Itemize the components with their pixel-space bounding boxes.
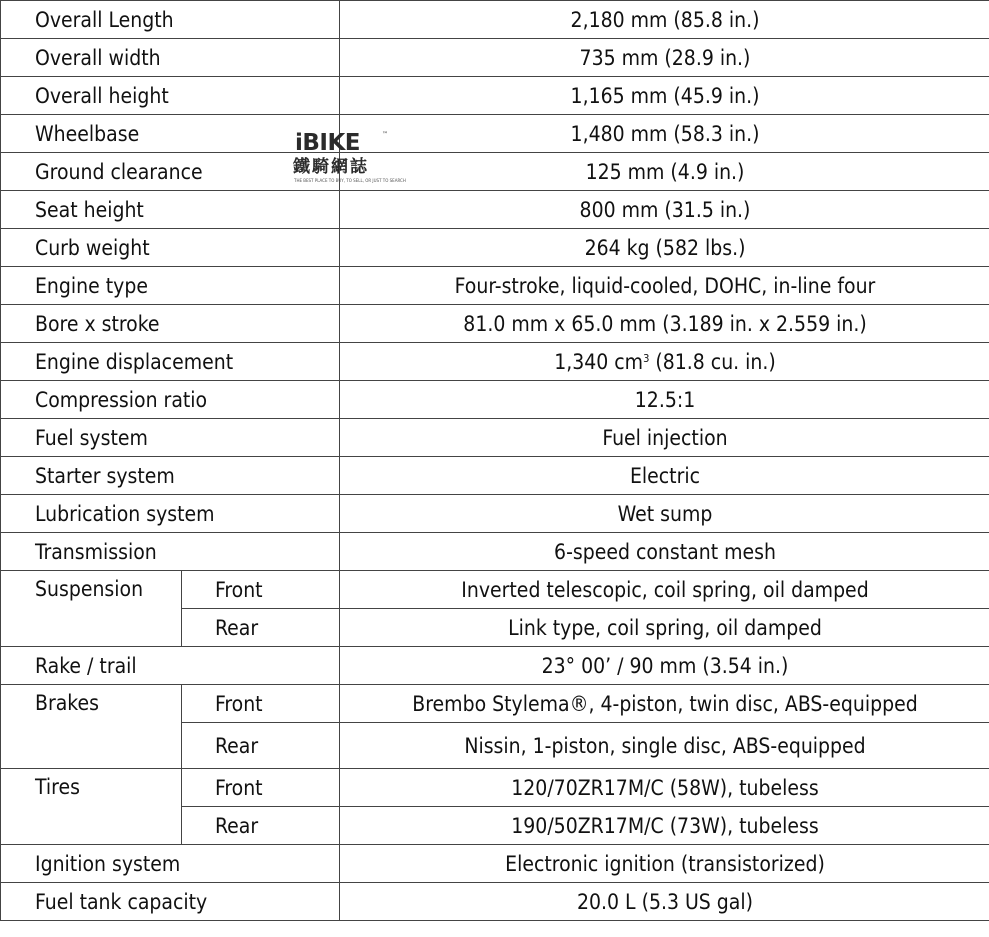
spec-value: 6-speed constant mesh	[340, 533, 989, 571]
watermark-tagline: THE BEST PLACE TO BUY, TO SELL, OR JUST TO SEARCH	[294, 178, 406, 183]
spec-sublabel: Rear	[182, 807, 340, 845]
spec-row-seat-height	[1, 191, 989, 229]
spec-value: Inverted telescopic, coil spring, oil damped	[340, 571, 989, 609]
spec-value	[340, 343, 989, 381]
spec-row-overall-height	[1, 77, 989, 115]
spec-value: Electronic ignition (transistorized)	[340, 845, 989, 883]
spec-row-fuel-system	[1, 419, 989, 457]
spec-row-ignition-system	[1, 845, 989, 883]
spec-value: 264 kg (582 lbs.)	[340, 229, 989, 267]
spec-label: Transmission	[1, 533, 340, 571]
spec-sublabel: Rear	[182, 609, 340, 647]
spec-row-curb-weight	[1, 229, 989, 267]
spec-label: Lubrication system	[1, 495, 340, 533]
spec-label: Seat height	[1, 191, 340, 229]
spec-value: 12.5:1	[340, 381, 989, 419]
spec-value: 735 mm (28.9 in.)	[340, 39, 989, 77]
spec-value: 125 mm (4.9 in.)	[340, 153, 989, 191]
spec-row-ground-clearance	[1, 153, 989, 191]
spec-sublabel: Rear	[182, 723, 340, 769]
spec-label: Ground clearance	[1, 153, 340, 191]
spec-row-engine-type	[1, 267, 989, 305]
spec-row-overall-width	[1, 39, 989, 77]
spec-value: 120/70ZR17M/C (58W), tubeless	[340, 769, 989, 807]
spec-label: Engine displacement	[1, 343, 340, 381]
spec-label: Suspension	[1, 571, 182, 647]
spec-label: Overall width	[1, 39, 340, 77]
spec-sublabel: Front	[182, 769, 340, 807]
spec-label: Rake / trail	[1, 647, 340, 685]
spec-label: Overall height	[1, 77, 340, 115]
spec-value: 190/50ZR17M/C (73W), tubeless	[340, 807, 989, 845]
spec-row-fuel-tank-capacity	[1, 883, 989, 921]
spec-sublabel: Front	[182, 571, 340, 609]
spec-row-overall-length	[1, 1, 989, 39]
spec-value: Brembo Stylema®, 4-piston, twin disc, ABS-equipped	[340, 685, 989, 723]
spec-label: Tires	[1, 769, 182, 845]
spec-label: Engine type	[1, 267, 340, 305]
spec-label: Compression ratio	[1, 381, 340, 419]
spec-value: 1,480 mm (58.3 in.)	[340, 115, 989, 153]
spec-value: 800 mm (31.5 in.)	[340, 191, 989, 229]
watermark-logo-text: iBIKE	[295, 130, 361, 156]
spec-sublabel: Front	[182, 685, 340, 723]
spec-value: 2,180 mm (85.8 in.)	[340, 1, 989, 39]
spec-value: 23° 00’ / 90 mm (3.54 in.)	[340, 647, 989, 685]
spec-value: Fuel injection	[340, 419, 989, 457]
spec-value: 20.0 L (5.3 US gal)	[340, 883, 989, 921]
watermark-chinese-text: 鐵騎網誌	[293, 157, 369, 177]
spec-row-brakes-front	[1, 685, 989, 723]
watermark-trademark: ™	[382, 131, 388, 138]
spec-label: Fuel tank capacity	[1, 883, 340, 921]
superscript-three: 3	[643, 351, 650, 365]
spec-row-suspension-front	[1, 571, 989, 609]
spec-label: Fuel system	[1, 419, 340, 457]
spec-label: Ignition system	[1, 845, 340, 883]
spec-row-rake-trail	[1, 647, 989, 685]
spec-value: Four-stroke, liquid-cooled, DOHC, in-line four	[340, 267, 989, 305]
spec-row-engine-displacement	[1, 343, 989, 381]
spec-label: Bore x stroke	[1, 305, 340, 343]
spec-value: Link type, coil spring, oil damped	[340, 609, 989, 647]
spec-label: Wheelbase	[1, 115, 340, 153]
spec-value: 1,165 mm (45.9 in.)	[340, 77, 989, 115]
spec-row-starter-system	[1, 457, 989, 495]
spec-value: Wet sump	[340, 495, 989, 533]
spec-value: 81.0 mm x 65.0 mm (3.189 in. x 2.559 in.)	[340, 305, 989, 343]
spec-row-transmission	[1, 533, 989, 571]
spec-row-lubrication-system	[1, 495, 989, 533]
spec-row-wheelbase	[1, 115, 989, 153]
spec-value: Electric	[340, 457, 989, 495]
spec-label: Brakes	[1, 685, 182, 769]
spec-label: Curb weight	[1, 229, 340, 267]
displacement-tail: (81.8 cu. in.)	[649, 349, 776, 374]
spec-row-bore-stroke	[1, 305, 989, 343]
spec-value: Nissin, 1-piston, single disc, ABS-equipped	[340, 723, 989, 769]
spec-row-tires-front	[1, 769, 989, 807]
displacement-value: 1,340 cm	[554, 349, 644, 374]
spec-label: Overall Length	[1, 1, 340, 39]
spec-row-compression-ratio	[1, 381, 989, 419]
spec-label: Starter system	[1, 457, 340, 495]
